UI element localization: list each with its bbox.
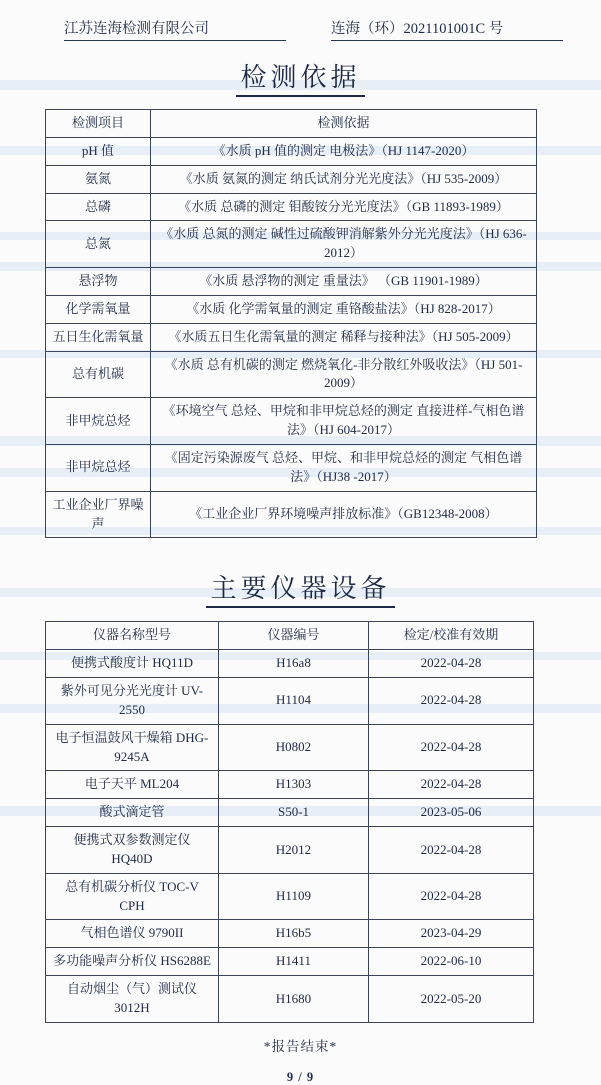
table-cell: 《环境空气 总烃、甲烷和非甲烷总烃的测定 直接进样-气相色谱法》（HJ 604-2017） [151,398,537,445]
table-row [46,948,534,976]
column-header: 仪器名称型号 [46,622,219,650]
table-cell: 电子天平 ML204 [46,771,219,799]
table-row [46,295,537,323]
table-row [46,724,534,771]
table-row [46,799,534,827]
table-cell: 非甲烷总烃 [46,398,151,445]
company-name: 江苏连海检测有限公司 [64,17,286,41]
table-cell: 总有机碳 [46,351,151,398]
table-row [46,678,534,725]
table-cell: 2022-04-28 [369,873,534,920]
table-cell: H0802 [219,724,369,771]
table-cell: 2022-04-28 [369,724,534,771]
table-cell: 酸式滴定管 [46,799,219,827]
table-cell: 总有机碳分析仪 TOC-V CPH [46,873,219,920]
table-cell: 紫外可见分光光度计 UV-2550 [46,678,219,725]
column-header: 检定/校准有效期 [369,622,534,650]
table-cell: 2022-04-28 [369,678,534,725]
table-cell: 2022-04-28 [369,650,534,678]
table-row [46,771,534,799]
table-cell: H16b5 [219,920,369,948]
table-row [46,351,537,398]
table-cell: H1104 [219,678,369,725]
table-row [46,444,537,491]
table-row [46,268,537,296]
table-cell: 2023-05-06 [369,799,534,827]
table-cell: 2023-04-29 [369,920,534,948]
table-cell: 便携式酸度计 HQ11D [46,650,219,678]
page-header [64,17,563,41]
table-cell: 悬浮物 [46,268,151,296]
table-row [46,650,534,678]
table-header-row [46,110,537,138]
column-header: 检测依据 [151,110,537,138]
table-cell: 《水质 悬浮物的测定 重量法》 （GB 11901-1989） [151,268,537,296]
table-cell: 2022-04-28 [369,827,534,874]
table-header-row [46,622,534,650]
table-cell: 五日生化需氧量 [46,323,151,351]
table-row [46,165,537,193]
table-cell: 《固定污染源废气 总烃、甲烷、和非甲烷总烃的测定 气相色谱法》（HJ38 -2017） [151,444,537,491]
table-cell: H1680 [219,976,369,1023]
table-cell: 总氮 [46,221,151,268]
section-title-basis: 检测依据 [0,57,601,97]
table-row [46,920,534,948]
table-cell: 《水质 氨氮的测定 纳氏试剂分光光度法》（HJ 535-2009） [151,165,537,193]
table-cell: H1411 [219,948,369,976]
table-row [46,827,534,874]
table-cell: H1303 [219,771,369,799]
table-cell: 气相色谱仪 9790II [46,920,219,948]
table-cell: 2022-04-28 [369,771,534,799]
table-cell: 《水质五日生化需氧量的测定 稀释与接种法》（HJ 505-2009） [151,323,537,351]
table-row [46,221,537,268]
table-cell: H16a8 [219,650,369,678]
table-cell: H2012 [219,827,369,874]
table-cell: S50-1 [219,799,369,827]
table-cell: 自动烟尘（气）测试仪 3012H [46,976,219,1023]
table-row [46,193,537,221]
table-cell: 非甲烷总烃 [46,444,151,491]
table-cell: H1109 [219,873,369,920]
table-cell: 多功能噪声分析仪 HS6288E [46,948,219,976]
report-end-note: *报告结束* [263,1038,338,1054]
table-cell: 2022-06-10 [369,948,534,976]
table-row [46,491,537,538]
table-row [46,398,537,445]
table-cell: 总磷 [46,193,151,221]
table-cell: 《水质 化学需氧量的测定 重铬酸盐法》（HJ 828-2017） [151,295,537,323]
table-row [46,137,537,165]
report-number: 连海（环）2021101001C 号 [331,17,563,41]
table-row [46,323,537,351]
table-cell: 《水质 总磷的测定 钼酸铵分光光度法》（GB 11893-1989） [151,193,537,221]
table-row [46,976,534,1023]
table-cell: 工业企业厂界噪声 [46,491,151,538]
instrument-table [45,621,534,1023]
table-row [46,873,534,920]
column-header: 检测项目 [46,110,151,138]
table-cell: 《工业企业厂界环境噪声排放标准》（GB12348-2008） [151,491,537,538]
table-cell: 《水质 pH 值的测定 电极法》（HJ 1147-2020） [151,137,537,165]
table-cell: pH 值 [46,137,151,165]
table-cell: 2022-05-20 [369,976,534,1023]
table-cell: 化学需氧量 [46,295,151,323]
table-cell: 氨氮 [46,165,151,193]
table-cell: 《水质 总氮的测定 碱性过硫酸钾消解紫外分光光度法》（HJ 636-2012） [151,221,537,268]
table-cell: 《水质 总有机碳的测定 燃烧氧化-非分散红外吸收法》（HJ 501-2009） [151,351,537,398]
column-header: 仪器编号 [219,622,369,650]
table-cell: 便携式双参数测定仪 HQ40D [46,827,219,874]
page-number: 9 / 9 [286,1069,315,1084]
table-cell: 电子恒温鼓风干燥箱 DHG-9245A [46,724,219,771]
basis-table [45,109,537,538]
section-title-instruments: 主要仪器设备 [0,568,601,608]
